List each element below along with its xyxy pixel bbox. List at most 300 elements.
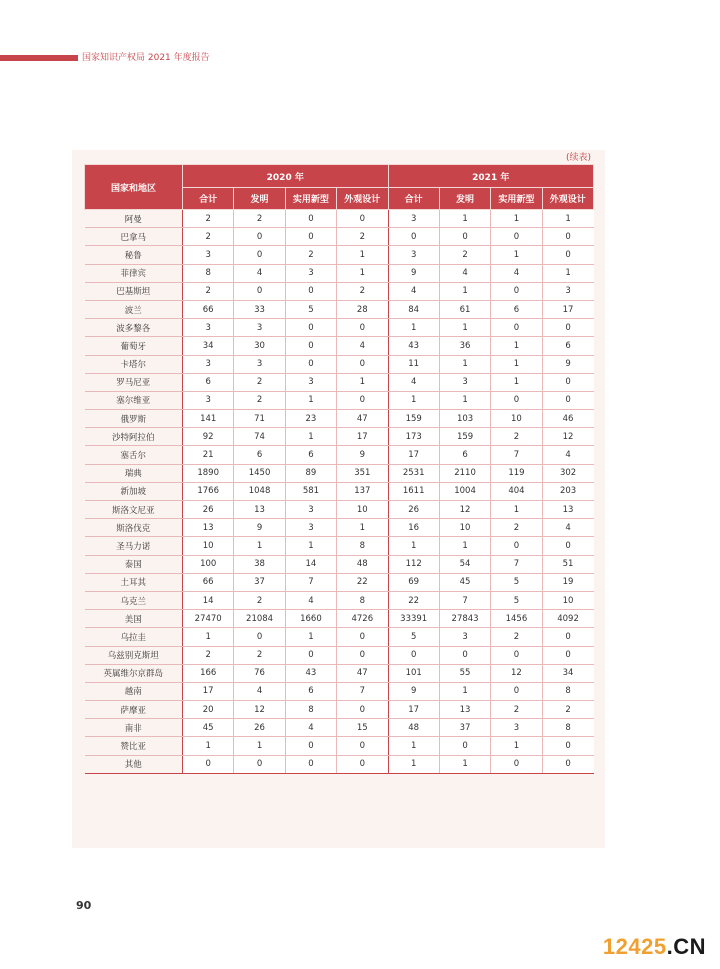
site-watermark	[603, 934, 706, 960]
value-cell: 0	[388, 228, 439, 246]
country-cell: 萨摩亚	[85, 701, 183, 719]
value-cell: 103	[439, 410, 490, 428]
value-cell: 37	[439, 719, 490, 737]
country-cell: 塞舌尔	[85, 446, 183, 464]
value-cell: 71	[234, 410, 285, 428]
value-cell: 13	[439, 701, 490, 719]
table-row	[85, 373, 594, 391]
value-cell: 0	[388, 646, 439, 664]
country-cell: 圣马力诺	[85, 537, 183, 555]
value-cell: 0	[542, 755, 593, 773]
value-cell: 351	[337, 464, 388, 482]
value-cell: 13	[183, 519, 234, 537]
value-cell: 1	[388, 319, 439, 337]
value-cell: 2	[337, 228, 388, 246]
country-cell: 瑞典	[85, 464, 183, 482]
table-row	[85, 555, 594, 573]
value-cell: 66	[183, 573, 234, 591]
watermark-number: 12425	[602, 934, 667, 959]
page-number: 90	[76, 899, 92, 912]
value-cell: 1	[337, 246, 388, 264]
table-row	[85, 464, 594, 482]
year-header-2020: 2020 年	[183, 165, 389, 188]
country-cell: 土耳其	[85, 573, 183, 591]
table-row	[85, 355, 594, 373]
value-cell: 0	[337, 646, 388, 664]
value-cell: 2	[491, 701, 542, 719]
country-cell: 越南	[85, 682, 183, 700]
value-cell: 26	[183, 501, 234, 519]
value-cell: 1450	[234, 464, 285, 482]
value-cell: 1	[388, 391, 439, 409]
value-cell: 0	[337, 628, 388, 646]
value-cell: 6	[542, 337, 593, 355]
value-cell: 17	[183, 682, 234, 700]
value-cell: 1004	[439, 482, 490, 500]
value-cell: 76	[234, 664, 285, 682]
value-cell: 4	[285, 719, 336, 737]
value-cell: 13	[542, 501, 593, 519]
value-cell: 0	[234, 755, 285, 773]
value-cell: 2	[491, 428, 542, 446]
value-cell: 1	[285, 628, 336, 646]
value-cell: 4	[337, 337, 388, 355]
value-cell: 1	[439, 537, 490, 555]
value-cell: 2	[234, 591, 285, 609]
col-header-invention: 发明	[439, 188, 490, 210]
value-cell: 10	[183, 537, 234, 555]
col-header-total: 合计	[183, 188, 234, 210]
value-cell: 0	[542, 628, 593, 646]
col-header-utility: 实用新型	[285, 188, 336, 210]
table-row	[85, 537, 594, 555]
value-cell: 19	[542, 573, 593, 591]
country-cell: 菲律宾	[85, 264, 183, 282]
value-cell: 2	[183, 228, 234, 246]
country-cell: 泰国	[85, 555, 183, 573]
value-cell: 0	[234, 228, 285, 246]
value-cell: 26	[234, 719, 285, 737]
value-cell: 1	[234, 737, 285, 755]
value-cell: 46	[542, 410, 593, 428]
value-cell: 0	[439, 646, 490, 664]
value-cell: 12	[234, 701, 285, 719]
value-cell: 12	[491, 664, 542, 682]
value-cell: 66	[183, 300, 234, 318]
value-cell: 0	[491, 646, 542, 664]
value-cell: 0	[337, 701, 388, 719]
value-cell: 0	[542, 646, 593, 664]
value-cell: 3	[285, 373, 336, 391]
value-cell: 1048	[234, 482, 285, 500]
value-cell: 74	[234, 428, 285, 446]
value-cell: 1456	[491, 610, 542, 628]
value-cell: 0	[234, 246, 285, 264]
country-cell: 秘鲁	[85, 246, 183, 264]
value-cell: 9	[337, 446, 388, 464]
value-cell: 33391	[388, 610, 439, 628]
value-cell: 2	[439, 246, 490, 264]
value-cell: 3	[285, 519, 336, 537]
country-cell: 乌克兰	[85, 591, 183, 609]
value-cell: 92	[183, 428, 234, 446]
value-cell: 6	[439, 446, 490, 464]
value-cell: 4	[542, 446, 593, 464]
value-cell: 0	[285, 228, 336, 246]
value-cell: 404	[491, 482, 542, 500]
value-cell: 1890	[183, 464, 234, 482]
year-header-2021: 2021 年	[388, 165, 594, 188]
country-cell: 罗马尼亚	[85, 373, 183, 391]
table-row	[85, 610, 594, 628]
value-cell: 69	[388, 573, 439, 591]
value-cell: 48	[388, 719, 439, 737]
value-cell: 2110	[439, 464, 490, 482]
value-cell: 27843	[439, 610, 490, 628]
col-header-design: 外观设计	[542, 188, 593, 210]
country-cell: 斯洛文尼亚	[85, 501, 183, 519]
value-cell: 302	[542, 464, 593, 482]
value-cell: 2	[234, 646, 285, 664]
value-cell: 1	[491, 737, 542, 755]
value-cell: 1	[285, 428, 336, 446]
value-cell: 1	[234, 537, 285, 555]
value-cell: 2	[234, 210, 285, 228]
value-cell: 10	[439, 519, 490, 537]
value-cell: 89	[285, 464, 336, 482]
value-cell: 2	[183, 210, 234, 228]
value-cell: 2	[491, 519, 542, 537]
country-cell: 巴基斯坦	[85, 282, 183, 300]
value-cell: 3	[183, 246, 234, 264]
value-cell: 159	[388, 410, 439, 428]
value-cell: 6	[285, 446, 336, 464]
value-cell: 0	[542, 373, 593, 391]
value-cell: 21	[183, 446, 234, 464]
value-cell: 13	[234, 501, 285, 519]
value-cell: 4	[234, 264, 285, 282]
value-cell: 112	[388, 555, 439, 573]
value-cell: 0	[337, 355, 388, 373]
table-body	[85, 210, 594, 774]
value-cell: 4	[439, 264, 490, 282]
value-cell: 9	[234, 519, 285, 537]
value-cell: 0	[285, 210, 336, 228]
table-row	[85, 246, 594, 264]
value-cell: 3	[388, 246, 439, 264]
table-row	[85, 282, 594, 300]
value-cell: 0	[491, 282, 542, 300]
table-row	[85, 591, 594, 609]
value-cell: 7	[439, 591, 490, 609]
value-cell: 9	[388, 264, 439, 282]
value-cell: 2	[183, 282, 234, 300]
country-cell: 波兰	[85, 300, 183, 318]
value-cell: 5	[285, 300, 336, 318]
value-cell: 4	[542, 519, 593, 537]
value-cell: 17	[337, 428, 388, 446]
value-cell: 1	[183, 628, 234, 646]
value-cell: 8	[337, 591, 388, 609]
value-cell: 6	[183, 373, 234, 391]
table-row	[85, 737, 594, 755]
table-row	[85, 719, 594, 737]
col-header-design: 外观设计	[337, 188, 388, 210]
value-cell: 10	[542, 591, 593, 609]
value-cell: 28	[337, 300, 388, 318]
country-cell: 葡萄牙	[85, 337, 183, 355]
value-cell: 8	[337, 537, 388, 555]
value-cell: 3	[183, 355, 234, 373]
value-cell: 8	[542, 719, 593, 737]
value-cell: 173	[388, 428, 439, 446]
value-cell: 34	[542, 664, 593, 682]
table-row	[85, 628, 594, 646]
value-cell: 6	[234, 446, 285, 464]
value-cell: 1	[491, 210, 542, 228]
value-cell: 0	[285, 355, 336, 373]
value-cell: 20	[183, 701, 234, 719]
table-row	[85, 482, 594, 500]
value-cell: 1	[439, 319, 490, 337]
value-cell: 1	[388, 755, 439, 773]
value-cell: 0	[234, 628, 285, 646]
value-cell: 1	[285, 537, 336, 555]
value-cell: 47	[337, 664, 388, 682]
value-cell: 10	[337, 501, 388, 519]
country-cell: 新加坡	[85, 482, 183, 500]
table-row	[85, 646, 594, 664]
value-cell: 137	[337, 482, 388, 500]
value-cell: 6	[491, 300, 542, 318]
table-row	[85, 410, 594, 428]
value-cell: 45	[183, 719, 234, 737]
value-cell: 30	[234, 337, 285, 355]
value-cell: 1	[388, 537, 439, 555]
value-cell: 0	[337, 755, 388, 773]
value-cell: 7	[491, 555, 542, 573]
watermark-domain: .CN	[666, 934, 706, 959]
value-cell: 0	[491, 319, 542, 337]
value-cell: 51	[542, 555, 593, 573]
value-cell: 12	[439, 501, 490, 519]
value-cell: 4726	[337, 610, 388, 628]
country-cell: 乌拉圭	[85, 628, 183, 646]
value-cell: 0	[337, 737, 388, 755]
value-cell: 43	[285, 664, 336, 682]
value-cell: 3	[388, 210, 439, 228]
value-cell: 38	[234, 555, 285, 573]
value-cell: 0	[285, 646, 336, 664]
value-cell: 3	[439, 628, 490, 646]
value-cell: 5	[491, 591, 542, 609]
value-cell: 36	[439, 337, 490, 355]
value-cell: 23	[285, 410, 336, 428]
country-cell: 英属维尔京群岛	[85, 664, 183, 682]
value-cell: 45	[439, 573, 490, 591]
table-row	[85, 300, 594, 318]
value-cell: 33	[234, 300, 285, 318]
value-cell: 0	[491, 682, 542, 700]
country-cell: 美国	[85, 610, 183, 628]
country-cell: 卡塔尔	[85, 355, 183, 373]
report-title: 国家知识产权局 2021 年度报告	[82, 53, 210, 63]
country-cell: 俄罗斯	[85, 410, 183, 428]
value-cell: 61	[439, 300, 490, 318]
value-cell: 1	[491, 373, 542, 391]
value-cell: 1	[439, 682, 490, 700]
table-row	[85, 573, 594, 591]
value-cell: 1766	[183, 482, 234, 500]
value-cell: 4	[491, 264, 542, 282]
patent-table	[84, 164, 594, 774]
value-cell: 1	[439, 355, 490, 373]
value-cell: 2	[542, 701, 593, 719]
value-cell: 84	[388, 300, 439, 318]
value-cell: 37	[234, 573, 285, 591]
value-cell: 0	[491, 755, 542, 773]
value-cell: 0	[542, 391, 593, 409]
table-panel	[72, 150, 605, 848]
country-cell: 沙特阿拉伯	[85, 428, 183, 446]
value-cell: 0	[285, 319, 336, 337]
value-cell: 203	[542, 482, 593, 500]
value-cell: 27470	[183, 610, 234, 628]
table-row	[85, 682, 594, 700]
value-cell: 4092	[542, 610, 593, 628]
table-row	[85, 264, 594, 282]
value-cell: 54	[439, 555, 490, 573]
value-cell: 1	[491, 246, 542, 264]
value-cell: 1	[439, 755, 490, 773]
value-cell: 0	[234, 282, 285, 300]
col-header-utility: 实用新型	[491, 188, 542, 210]
value-cell: 1	[285, 391, 336, 409]
value-cell: 1	[439, 391, 490, 409]
value-cell: 15	[337, 719, 388, 737]
value-cell: 34	[183, 337, 234, 355]
value-cell: 1	[183, 737, 234, 755]
country-cell: 阿曼	[85, 210, 183, 228]
table-row	[85, 228, 594, 246]
value-cell: 17	[542, 300, 593, 318]
value-cell: 1611	[388, 482, 439, 500]
value-cell: 11	[388, 355, 439, 373]
value-cell: 12	[542, 428, 593, 446]
value-cell: 7	[285, 573, 336, 591]
value-cell: 8	[183, 264, 234, 282]
value-cell: 9	[542, 355, 593, 373]
corner-header: 国家和地区	[85, 165, 183, 210]
value-cell: 14	[183, 591, 234, 609]
value-cell: 1660	[285, 610, 336, 628]
value-cell: 8	[542, 682, 593, 700]
value-cell: 4	[285, 591, 336, 609]
table-row	[85, 501, 594, 519]
value-cell: 7	[337, 682, 388, 700]
value-cell: 1	[542, 264, 593, 282]
value-cell: 22	[337, 573, 388, 591]
value-cell: 8	[285, 701, 336, 719]
value-cell: 159	[439, 428, 490, 446]
value-cell: 0	[337, 391, 388, 409]
col-header-invention: 发明	[234, 188, 285, 210]
country-cell: 塞尔维亚	[85, 391, 183, 409]
value-cell: 3	[183, 391, 234, 409]
value-cell: 141	[183, 410, 234, 428]
value-cell: 43	[388, 337, 439, 355]
value-cell: 1	[337, 373, 388, 391]
value-cell: 2	[234, 373, 285, 391]
value-cell: 1	[337, 519, 388, 537]
value-cell: 2	[337, 282, 388, 300]
value-cell: 119	[491, 464, 542, 482]
country-cell: 巴拿马	[85, 228, 183, 246]
value-cell: 1	[439, 210, 490, 228]
value-cell: 0	[542, 737, 593, 755]
value-cell: 0	[542, 246, 593, 264]
value-cell: 48	[337, 555, 388, 573]
country-cell: 乌兹别克斯坦	[85, 646, 183, 664]
country-cell: 其他	[85, 755, 183, 773]
value-cell: 0	[542, 537, 593, 555]
col-header-total: 合计	[388, 188, 439, 210]
value-cell: 16	[388, 519, 439, 537]
table-row	[85, 701, 594, 719]
table-row	[85, 337, 594, 355]
table-row	[85, 664, 594, 682]
country-cell: 波多黎各	[85, 319, 183, 337]
value-cell: 26	[388, 501, 439, 519]
table-row	[85, 319, 594, 337]
value-cell: 0	[285, 282, 336, 300]
value-cell: 3	[542, 282, 593, 300]
value-cell: 55	[439, 664, 490, 682]
value-cell: 17	[388, 701, 439, 719]
table-row	[85, 391, 594, 409]
value-cell: 0	[285, 737, 336, 755]
value-cell: 14	[285, 555, 336, 573]
value-cell: 0	[337, 319, 388, 337]
value-cell: 1	[491, 337, 542, 355]
value-cell: 2	[234, 391, 285, 409]
value-cell: 17	[388, 446, 439, 464]
value-cell: 47	[337, 410, 388, 428]
value-cell: 2	[491, 628, 542, 646]
value-cell: 2	[183, 646, 234, 664]
value-cell: 3	[491, 719, 542, 737]
value-cell: 3	[439, 373, 490, 391]
continued-label: (续表)	[565, 153, 591, 163]
value-cell: 0	[542, 319, 593, 337]
value-cell: 581	[285, 482, 336, 500]
value-cell: 166	[183, 664, 234, 682]
value-cell: 0	[439, 737, 490, 755]
value-cell: 2	[285, 246, 336, 264]
value-cell: 0	[491, 391, 542, 409]
value-cell: 1	[439, 282, 490, 300]
value-cell: 0	[439, 228, 490, 246]
header-accent-bar	[0, 55, 78, 61]
value-cell: 3	[234, 319, 285, 337]
value-cell: 10	[491, 410, 542, 428]
value-cell: 0	[542, 228, 593, 246]
value-cell: 0	[337, 210, 388, 228]
value-cell: 1	[337, 264, 388, 282]
value-cell: 1	[491, 501, 542, 519]
value-cell: 3	[285, 264, 336, 282]
value-cell: 6	[285, 682, 336, 700]
